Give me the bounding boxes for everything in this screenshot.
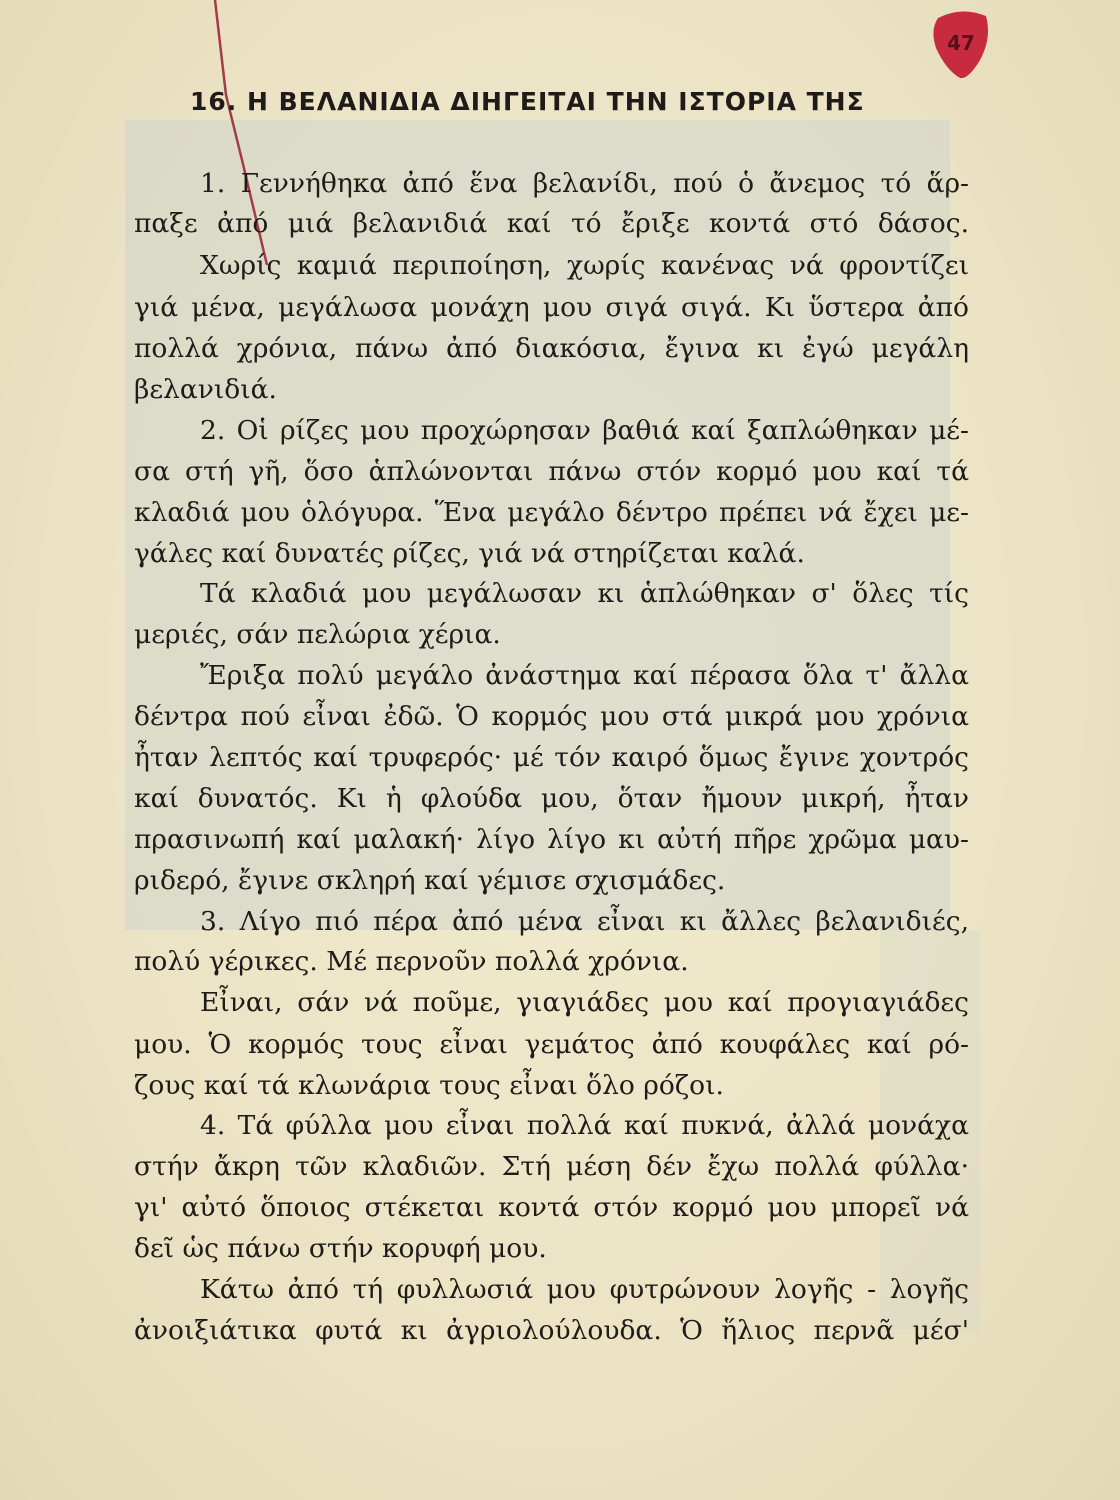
page-number-stamp: [930, 8, 992, 80]
text-line: δέντρα πού εἶναι ἐδῶ. Ὁ κορμός μου στά μικρά μου χρόνια: [134, 701, 969, 732]
text-line: Τά κλαδιά μου μεγάλωσαν κι ἁπλώθηκαν σ' ὅλες τίς: [200, 578, 969, 609]
text-line: καί δυνατός. Κι ἡ φλούδα μου, ὅταν ἤμουν μικρή, ἦταν: [134, 783, 969, 814]
text-line: ἀνοιξιάτικα φυτά κι ἀγριολούλουδα. Ὁ ἥλιος περνᾶ μέσ': [134, 1315, 969, 1346]
text-line: γάλες καί δυνατές ρίζες, γιά νά στηρίζεται καλά.: [134, 538, 805, 569]
text-line: πρασινωπή καί μαλακή· λίγο λίγο κι αὐτή πῆρε χρῶμα μαυ-: [134, 824, 969, 855]
text-line: σα στή γῆ, ὅσο ἁπλώνονται πάνω στόν κορμό μου καί τά: [134, 456, 969, 487]
text-line: μεριές, σάν πελώρια χέρια.: [134, 619, 501, 650]
text-line: ἦταν λεπτός καί τρυφερός· μέ τόν καιρό ὅμως ἔγινε χοντρός: [134, 742, 969, 773]
text-line: 2. Οἱ ρίζες μου προχώρησαν βαθιά καί ξαπλώθηκαν μέ-: [200, 415, 969, 446]
text-line: Χωρίς καμιά περιποίηση, χωρίς κανένας νά φροντίζει: [200, 250, 969, 281]
text-line: Ἔριξα πολύ μεγάλο ἀνάστημα καί πέρασα ὅλα τ' ἄλλα: [200, 660, 969, 691]
text-line: ριδερό, ἔγινε σκληρή καί γέμισε σχισμάδες.: [134, 865, 726, 896]
text-line: στήν ἄκρη τῶν κλαδιῶν. Στή μέση δέν ἔχω πολλά φύλλα·: [134, 1151, 969, 1182]
page-number: 47: [947, 31, 975, 55]
text-line: Εἶναι, σάν νά ποῦμε, γιαγιάδες μου καί προγιαγιάδες: [200, 987, 969, 1018]
text-line: μου. Ὁ κορμός τους εἶναι γεμάτος ἀπό κουφάλες καί ρό-: [134, 1029, 969, 1060]
text-line: ζους καί τά κλωνάρια τους εἶναι ὅλο ρόζοι.: [134, 1070, 724, 1101]
text-line: 1. Γεννήθηκα ἀπό ἕνα βελανίδι, πού ὁ ἄνεμος τό ἅρ-: [200, 168, 969, 199]
text-line: δεῖ ὡς πάνω στήν κορυφή μου.: [134, 1233, 547, 1264]
text-line: παξε ἀπό μιά βελανιδιά καί τό ἔριξε κοντά στό δάσος.: [134, 208, 969, 239]
text-line: πολύ γέρικες. Μέ περνοῦν πολλά χρόνια.: [134, 946, 689, 977]
text-line: γιά μένα, μεγάλωσα μονάχη μου σιγά σιγά. Κι ὕστερα ἀπό: [134, 292, 969, 323]
text-line: κλαδιά μου ὁλόγυρα. Ἕνα μεγάλο δέντρο πρέπει νά ἔχει με-: [134, 497, 969, 528]
chapter-title: 16. Η ΒΕΛΑΝΙΔΙΑ ΔΙΗΓΕΙΤΑΙ ΤΗΝ ΙΣΤΟΡΙΑ ΤΗΣ: [190, 87, 865, 116]
text-line: 3. Λίγο πιό πέρα ἀπό μένα εἶναι κι ἄλλες βελανιδιές,: [200, 906, 969, 937]
text-line: γι' αὐτό ὅποιος στέκεται κοντά στόν κορμό μου μπορεῖ νά: [134, 1192, 969, 1223]
text-line: Κάτω ἀπό τή φυλλωσιά μου φυτρώνουν λογῆς - λογῆς: [200, 1274, 969, 1305]
text-line: 4. Τά φύλλα μου εἶναι πολλά καί πυκνά, ἀλλά μονάχα: [200, 1110, 969, 1141]
text-line: πολλά χρόνια, πάνω ἀπό διακόσια, ἔγινα κι ἐγώ μεγάλη: [134, 333, 969, 364]
text-line: βελανιδιά.: [134, 374, 277, 405]
